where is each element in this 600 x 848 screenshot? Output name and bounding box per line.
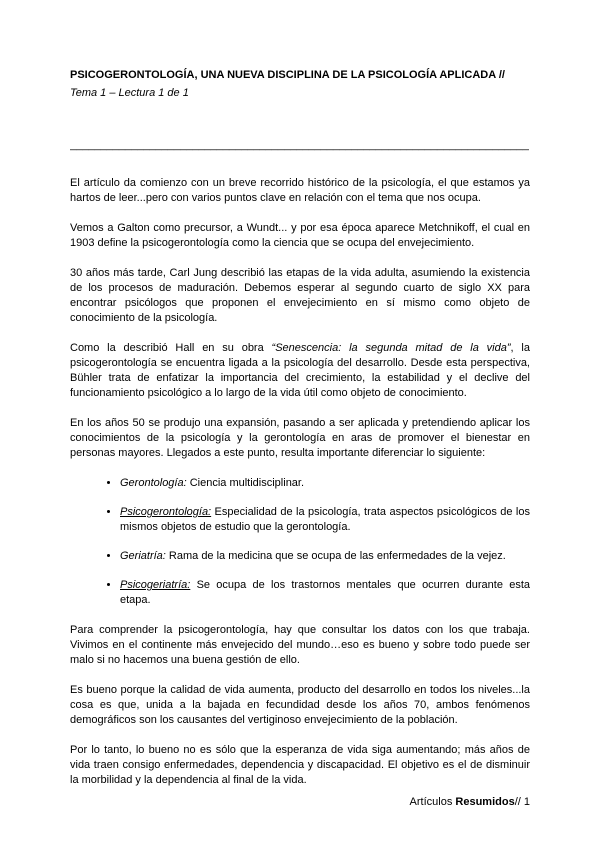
page-subtitle: Tema 1 – Lectura 1 de 1: [70, 87, 189, 99]
list-item-psicogeriatria: [120, 578, 530, 608]
paragraph-calidad-vida: Es bueno porque la calidad de vida aumenta, producto del desarrollo en todos los niveles...la cosa es que, unida a la bajada en fecundidad desde los años 70, ambos fenómenos demográficos son los causantes del vertiginoso envejecimiento de la población.: [70, 684, 530, 726]
paragraph-hall-text-before: Como la describió Hall en su obra: [70, 342, 272, 354]
book-title-quote: “Senescencia: la segunda mitad de la vida”: [271, 342, 511, 354]
definition-geriatria: Rama de la medicina que se ocupa de las enfermedades de la vejez.: [165, 550, 506, 562]
definition-psicogeriatria: Se ocupa de los trastornos mentales que ocurren durante esta etapa.: [120, 579, 530, 606]
paragraph-conclusion: Por lo tanto, lo bueno no es sólo que la esperanza de vida siga aumentando; más años de vida traen consigo enfermedades, dependencia y discapacidad. El objetivo es el de disminuir la morbilidad y la dependencia al final de la vida.: [70, 744, 530, 786]
paragraph-hall-text-after: , la psicogerontología se encuentra ligada a la psicología del desarrollo. Desde esta perspectiva, Bühler trata de enfatizar la importancia del crecimiento, la estabilidad y el declive del funcionamiento psicológico a lo largo de la vida útil como objeto de conocimiento.: [70, 342, 530, 399]
paragraph-expansion: En los años 50 se produjo una expansión, pasando a ser aplicada y pretendiendo aplicar los conocimientos de la psicología y la gerontología en aras de promover el bienestar en personas mayores. Llegados a este punto, resulta importante diferenciar lo siguiente:: [70, 417, 530, 459]
definitions-list: [70, 476, 530, 608]
paragraph-precursors: Vemos a Galton como precursor, a Wundt... y por esa época aparece Metchnikoff, el cual en 1903 define la psicogerontología como la ciencia que se ocupa del envejecimiento.: [70, 222, 530, 249]
divider-line: ___________________________________________________________________________: [70, 139, 529, 151]
footer-prefix: Artículos: [409, 796, 456, 808]
term-geriatria: Geriatría:: [120, 550, 166, 562]
paragraph-datos: Para comprender la psicogerontología, hay que consultar los datos con los que trabaja. Vivimos en el continente más envejecido del mundo…eso es bueno y sobre todo puede ser malo si no hacemos una buena gestión de ello.: [70, 624, 530, 666]
term-psicogeriatria: Psicogeriatría:: [120, 579, 191, 591]
term-gerontologia: Gerontología:: [120, 477, 187, 489]
list-item-geriatria: [120, 549, 530, 564]
definition-gerontologia: Ciencia multidisciplinar.: [186, 477, 305, 489]
list-item-psicogerontologia: [120, 505, 530, 535]
definition-psicogerontologia: Especialidad de la psicología, trata aspectos psicológicos de los mismos objetos de estudio que la gerontología.: [120, 506, 530, 533]
paragraph-intro: El artículo da comienzo con un breve recorrido histórico de la psicología, el que estamos ya hartos de leer...pero con varios puntos clave en relación con el tema que nos ocupa.: [70, 177, 530, 204]
paragraph-jung: 30 años más tarde, Carl Jung describió las etapas de la vida adulta, asumiendo la existencia de los procesos de maduración. Debemos esperar al segundo cuarto de siglo XX para encontrar psicólogos que proponen el envejecimiento en sí mismo como objeto de conocimiento de la psicología.: [70, 267, 530, 324]
page-footer: [410, 795, 530, 810]
page-title: PSICOGERONTOLOGÍA, UNA NUEVA DISCIPLINA DE LA PSICOLOGÍA APLICADA //: [70, 69, 505, 81]
list-item-gerontologia: [120, 476, 530, 491]
footer-page-number: // 1: [514, 796, 530, 808]
paragraph-hall: [70, 341, 530, 401]
term-psicogerontologia: Psicogerontología:: [120, 506, 212, 518]
footer-brand: Resumidos: [455, 796, 515, 808]
